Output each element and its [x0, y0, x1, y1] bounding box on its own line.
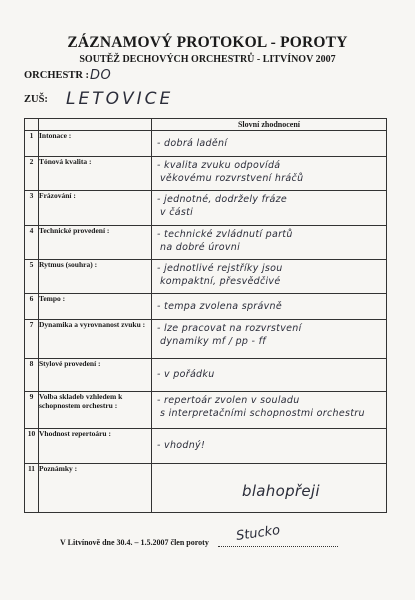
table-header-evaluation: Slovní zhodnocení: [152, 119, 387, 131]
row-number: 11: [25, 464, 39, 513]
criterion-label: Technické provedení :: [39, 226, 152, 260]
handwritten-comment: - kvalita zvuku odpovídá: [157, 160, 281, 171]
handwritten-comment: - jednotné, dodržely fráze: [157, 194, 288, 205]
criterion-label: Frázování :: [39, 191, 152, 226]
evaluation-cell: [152, 429, 387, 464]
orchestra-value: DO: [90, 68, 112, 83]
handwritten-comment: - dobrá ladění: [157, 137, 228, 149]
criterion-label: Poznámky :: [39, 464, 152, 513]
row-number: 4: [25, 226, 39, 260]
evaluation-cell: [152, 260, 387, 294]
table-row: [25, 131, 387, 157]
row-number: 8: [25, 359, 39, 392]
criterion-label: Intonace :: [39, 131, 152, 157]
juror-signature: Stucko: [235, 522, 282, 545]
page-title: ZÁZNAMOVÝ PROTOKOL - POROTY: [67, 34, 348, 51]
table-row: [25, 429, 387, 464]
row-number: 7: [25, 320, 39, 359]
signature-line: [218, 546, 338, 547]
row-number: 6: [25, 294, 39, 320]
handwritten-comment: - tempa zvolena správně: [157, 300, 283, 312]
evaluation-cell: [152, 191, 387, 226]
evaluation-cell: [152, 294, 387, 320]
handwritten-comment: - v pořádku: [157, 369, 215, 380]
table-row: [25, 157, 387, 191]
footer-date: V Litvínově dne 30.4. – 1.5.2007 člen poroty: [60, 538, 209, 547]
row-number: 10: [25, 429, 39, 464]
handwritten-comment: blahopřeji: [242, 482, 320, 500]
handwritten-comment: s interpretačními schopnostmi orchestru: [160, 408, 365, 419]
table-row: [25, 226, 387, 260]
evaluation-cell: [152, 464, 387, 513]
criterion-label: Rytmus (souhra) :: [39, 260, 152, 294]
criterion-label: Stylové provedení :: [39, 359, 152, 392]
row-number: 9: [25, 392, 39, 429]
handwritten-comment: kompaktní, přesvědčivé: [160, 276, 281, 287]
criterion-label: Dynamika a vyrovnanost zvuku :: [39, 320, 152, 359]
table-header-blank: [39, 119, 152, 131]
table-header-row: [25, 119, 387, 131]
criterion-label: Tempo :: [39, 294, 152, 320]
handwritten-comment: - technické zvládnutí partů: [157, 229, 293, 240]
evaluation-cell: [152, 320, 387, 359]
handwritten-comment: - jednotlivé rejstříky jsou: [157, 263, 283, 274]
zus-value: LETOVICE: [66, 89, 174, 109]
evaluation-cell: [152, 359, 387, 392]
handwritten-comment: - vhodný!: [157, 440, 206, 451]
row-number: 3: [25, 191, 39, 226]
handwritten-comment: v části: [160, 207, 194, 218]
table-row: [25, 464, 387, 513]
handwritten-comment: - repertoár zvolen v souladu: [157, 395, 300, 406]
table-row: [25, 260, 387, 294]
row-number: 2: [25, 157, 39, 191]
table-header-blank: [25, 119, 39, 131]
table-row: [25, 320, 387, 359]
evaluation-cell: [152, 157, 387, 191]
zus-label: ZUŠ:: [24, 94, 48, 105]
orchestra-label: ORCHESTR :: [24, 70, 90, 81]
row-number: 5: [25, 260, 39, 294]
table-row: [25, 191, 387, 226]
handwritten-comment: - lze pracovat na rozvrstvení: [157, 323, 302, 334]
evaluation-cell: [152, 226, 387, 260]
evaluation-cell: [152, 131, 387, 157]
evaluation-cell: [152, 392, 387, 429]
page-subtitle: SOUTĚŽ DECHOVÝCH ORCHESTRŮ - LITVÍNOV 2007: [79, 54, 336, 65]
table-row: [25, 392, 387, 429]
handwritten-comment: na dobré úrovni: [160, 242, 241, 253]
criterion-label: Volba skladeb vzhledem k schopnostem orchestru :: [39, 392, 152, 429]
criterion-label: Vhodnost repertoáru :: [39, 429, 152, 464]
table-row: [25, 359, 387, 392]
row-number: 1: [25, 131, 39, 157]
criterion-label: Tónová kvalita :: [39, 157, 152, 191]
handwritten-comment: věkovému rozvrstvení hráčů: [160, 173, 304, 184]
evaluation-table: [24, 118, 387, 513]
table-row: [25, 294, 387, 320]
handwritten-comment: dynamiky mf / pp - ff: [160, 336, 266, 347]
